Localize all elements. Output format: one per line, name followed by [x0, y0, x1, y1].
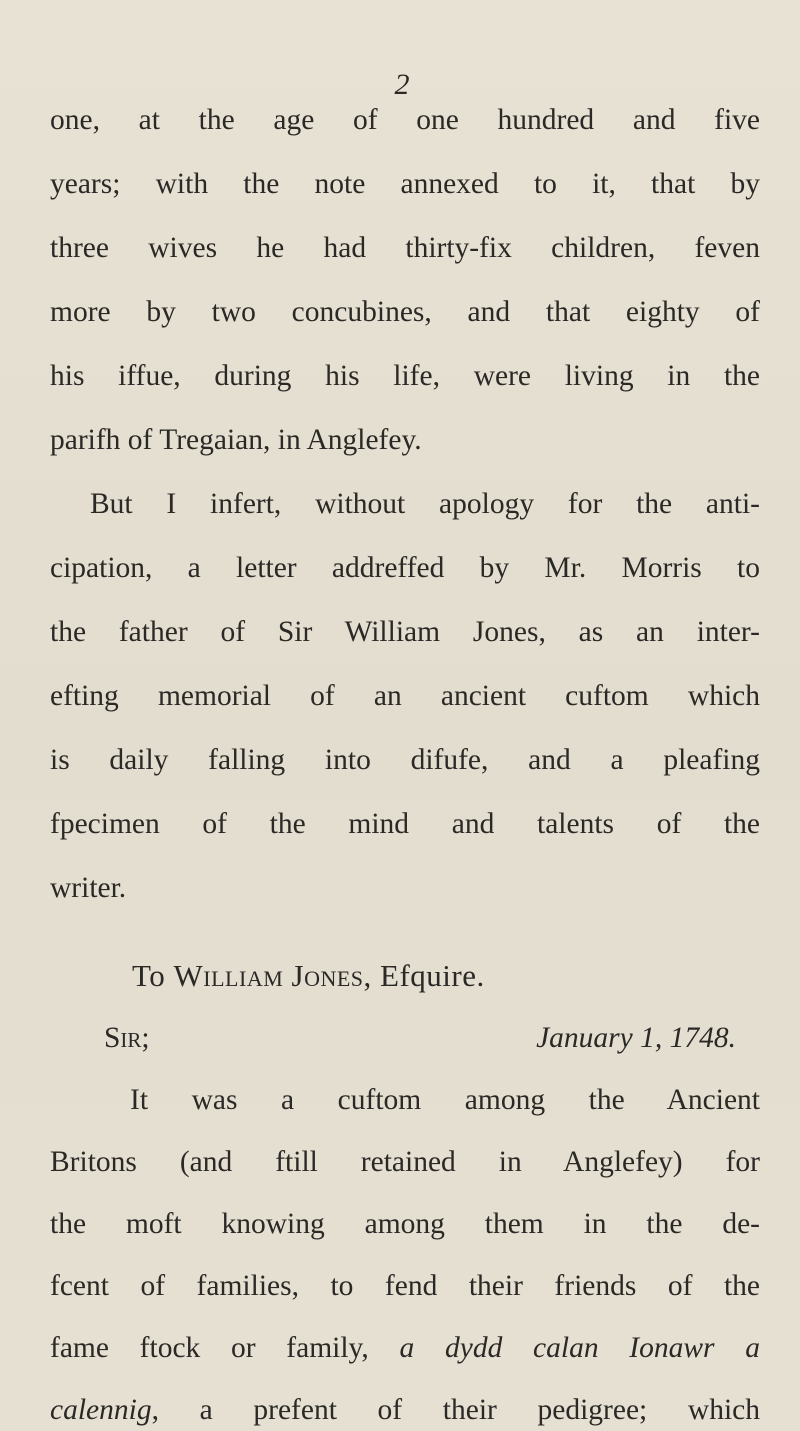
paragraph-2-line-1: But I infert, without apology for the anti-: [90, 488, 760, 520]
letter-line-1: It was a cuftom among the Ancient: [130, 1084, 760, 1116]
paragraph-2-line-5: is daily falling into difufe, and a pleafing: [50, 744, 760, 776]
paragraph-2-line-3: the father of Sir William Jones, as an inter-: [50, 616, 760, 648]
paragraph-2-line-2: cipation, a letter addreffed by Mr. Morris to: [50, 552, 760, 584]
paragraph-2-line-4: efting memorial of an ancient cuftom which: [50, 680, 760, 712]
letter-line-2: Britons (and ftill retained in Anglefey) for: [50, 1146, 760, 1178]
paragraph-1-line-2: years; with the note annexed to it, that by: [50, 168, 760, 200]
welsh-phrase: a dydd calan Ionawr a: [399, 1332, 761, 1364]
letter-heading-prefix: To: [132, 958, 174, 993]
letter-line-4: fcent of families, to fend their friends of the: [50, 1270, 760, 1302]
letter-line-6: calennig, a prefent of their pedigree; which: [50, 1394, 760, 1426]
letter-line-5: [50, 1328, 760, 1368]
paragraph-2-line-7: writer.: [50, 872, 127, 904]
letter-salutation: Sir;: [104, 1022, 150, 1054]
page-number: 2: [394, 68, 410, 101]
letter-heading-suffix: , Efquire.: [363, 958, 485, 993]
paragraph-1-line-1: one, at the age of one hundred and five: [50, 104, 760, 136]
paragraph-1-line-6: parifh of Tregaian, in Anglefey.: [50, 424, 422, 456]
welsh-word: calennig: [50, 1394, 152, 1426]
letter-heading: [132, 956, 732, 996]
paragraph-1-line-4: more by two concubines, and that eighty of: [50, 296, 760, 328]
letter-heading-name: William Jones: [173, 958, 364, 993]
paragraph-2-line-6: fpecimen of the mind and talents of the: [50, 808, 760, 840]
letter-date: January 1, 1748.: [536, 1022, 736, 1054]
paragraph-1-line-5: his iffue, during his life, were living in the: [50, 360, 760, 392]
paragraph-1-line-3: three wives he had thirty-fix children, feven: [50, 232, 760, 264]
letter-line-5-text: fame ftock or family,: [50, 1332, 369, 1364]
letter-line-3: the moft knowing among them in the de-: [50, 1208, 760, 1240]
